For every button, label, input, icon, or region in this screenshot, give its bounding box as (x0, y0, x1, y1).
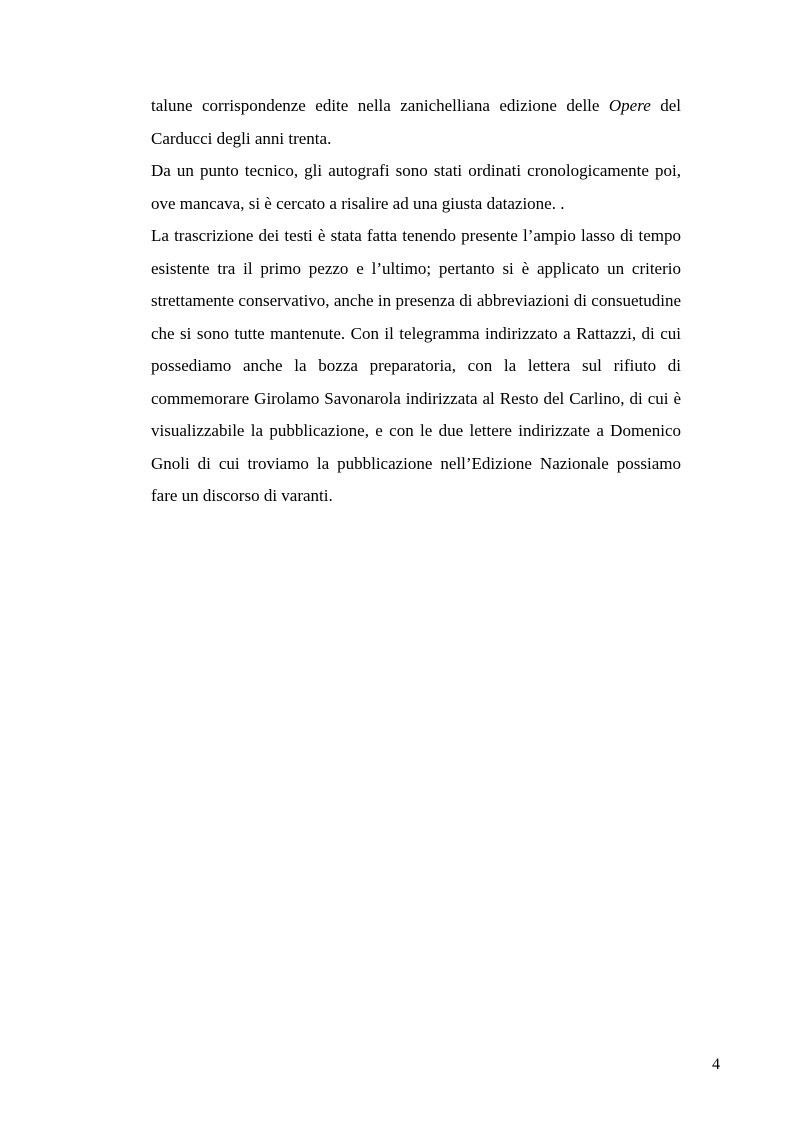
paragraph-1-start: talune corrispondenze edite nella zanichelliana edizione delle (151, 96, 609, 115)
paragraph-3: La trascrizione dei testi è stata fatta tenendo presente l’ampio lasso di tempo esistente tra il primo pezzo e l’ultimo; pertanto si è applicato un criterio strettamente conservativo, anche in presenza di abbreviazioni di consuetudine che si sono tutte mantenute. Con il telegramma indirizzato a Rattazzi, di cui possediamo anche la bozza preparatoria, con la lettera sul rifiuto di commemorare Girolamo Savonarola indirizzata al Resto del Carlino, di cui è visualizzabile la pubblicazione, e con le due lettere indirizzate a Domenico Gnoli di cui troviamo la pubblicazione nell’Edizione Nazionale possiamo fare un discorso di varanti. (151, 226, 681, 505)
page-number: 4 (712, 1056, 720, 1073)
body-text (151, 90, 681, 513)
paragraph-1 (151, 90, 681, 155)
paragraph-1-end: del Carducci degli anni trenta. (151, 96, 681, 148)
paragraph-2: Da un punto tecnico, gli autografi sono stati ordinati cronologicamente poi, ove mancava, si è cercato a risalire ad una giusta datazione. . (151, 161, 681, 213)
italic-title-opere: Opere (608, 96, 651, 115)
